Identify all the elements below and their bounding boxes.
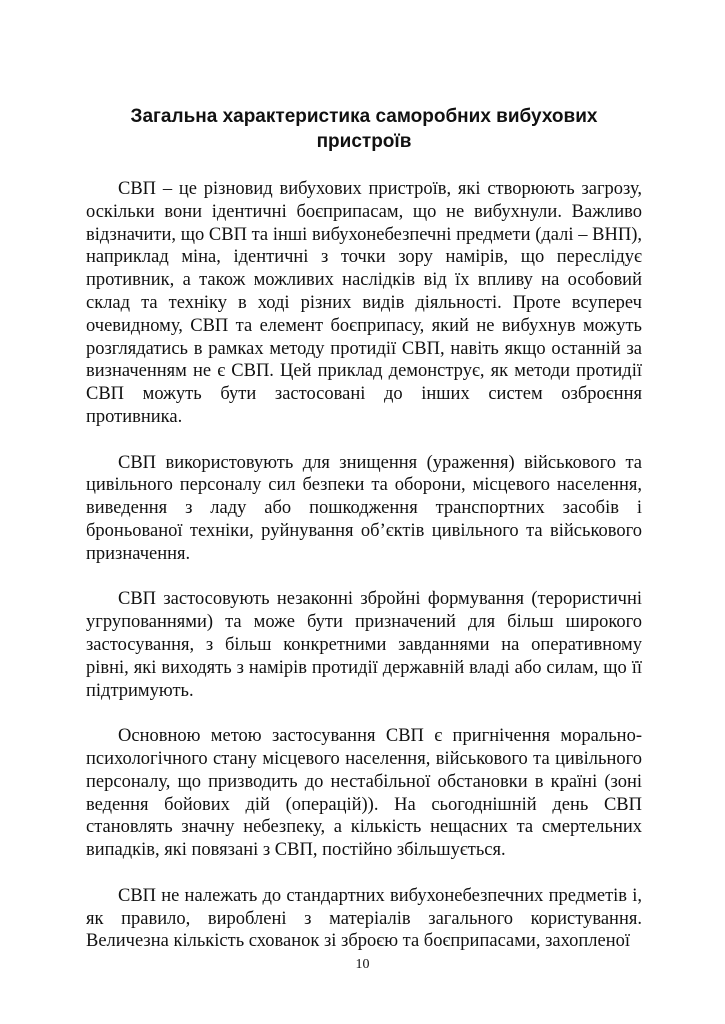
paragraph-ied-users: СВП застосовують незаконні збройні формування (терористичні угрупованнями) та може бути призначений для більш широкого застосування, з більш конкретними завданнями на оперативному рівні, які виходять з намірів протидії державній владі або силам, що її підтримують. (86, 589, 642, 701)
document-body (86, 178, 642, 976)
paragraph-ied-usage: СВП використовують для знищення (ураження) військового та цивільного персоналу сил безпеки та оборони, місцевого населення, виведення з ладу або пошкодження транспортних засобів і броньованої техніки, руйнування об’єктів цивільного та військового призначення. (86, 452, 642, 564)
section-title: Загальна характеристика саморобних вибухових пристроїв (130, 106, 598, 152)
paragraph-ied-purpose: Основною метою застосування СВП є пригнічення морально-психологічного стану місцевого населення, військового та цивільного персоналу, що призводить до нестабільної обстановки в країні (зоні ведення бойових дій (операцій)). На сьогоднішній день СВП становлять значну небезпеку, а кількість нещасних та смертельних випадків, які повязані з СВП, постійно збільшується. (86, 726, 642, 861)
page-number: 10 (355, 957, 370, 972)
paragraph-ied-materials: СВП не належать до стандартних вибухонебезпечних предметів і, як правило, вироблені з матеріалів загального користування. Величезна кількість схованок зі зброєю та боєприпасами, захопленої (86, 885, 642, 952)
paragraph-ied-definition: СВП – це різновид вибухових пристроїв, які створюють загрозу, оскільки вони ідентичні боєприпасам, що не вибухнули. Важливо відзначити, що СВП та інші вибухонебезпечні предмети (далі – ВНП), наприклад міна, ідентичні з точки зору намірів, що переслідує противник, а також можливих наслідків від їх впливу на особовий склад та техніку в ході різних видів діяльності. Проте всупереч очевидному, СВП та елемент боєприпасу, який не вибухнув можуть розглядатись в рамках методу протидії СВП, навіть якщо останній за визначенням не є СВП. Цей приклад демонструє, як методи протидії СВП можуть бути застосовані до інших систем озброєння противника. (86, 179, 642, 427)
